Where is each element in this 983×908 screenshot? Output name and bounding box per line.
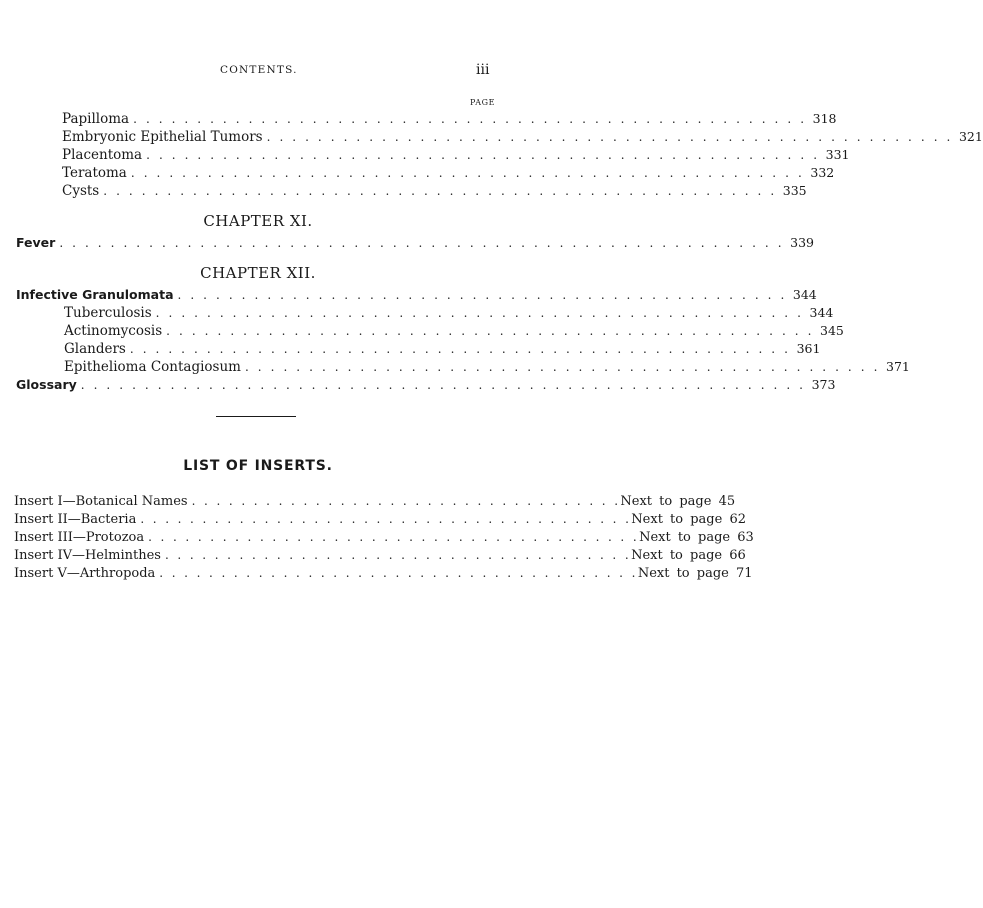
toc-entry [62,182,807,200]
toc-entry [64,304,834,322]
insert-label: Insert I—Botanical Names [14,494,188,509]
toc-entry-page: 361 [796,341,821,356]
leader-dots: . . . . . . . . . . . . . . . . . . . . . . . . . . . . . . . . . . . [191,494,621,508]
toc-entry-label: Placentoma [62,147,143,163]
toc-entry-label: Glossary [16,377,77,392]
insert-page-ref: Next to page 62 [631,512,746,527]
toc-entry-label: Epithelioma Contagiosum [64,359,241,375]
chapter-heading: CHAPTER XI. [203,212,313,230]
insert-page-ref: Next to page 66 [631,548,746,563]
running-title: CONTENTS. [220,64,298,76]
insert-label: Insert III—Protozoa [14,530,145,545]
insert-page-ref: Next to page 45 [620,494,736,509]
toc-entry-page: 345 [820,323,844,338]
toc-entry-label: Teratoma [62,165,127,181]
toc-entry [16,234,815,252]
running-head [0,64,516,80]
leader-dots: . . . . . . . . . . . . . . . . . . . . . . . . . . . . . . . . . . . . . . . . . . . . . . . . . . . . . [130,166,805,180]
chapter-heading: CHAPTER XII. [200,264,316,282]
toc-entry-page: 335 [782,183,807,198]
leader-dots: . . . . . . . . . . . . . . . . . . . . . . . . . . . . . . . . . . . . . . . . . . . . . . . . . . . [155,306,804,320]
insert-entry [14,510,746,528]
toc-entry-label: Fever [16,235,56,250]
leader-dots: . . . . . . . . . . . . . . . . . . . . . . . . . . . . . . . . . . . . . . . . . . . . . . . . . . . . . [133,112,807,126]
toc-entry-page: 344 [792,287,817,302]
toc-entry-page: 331 [825,147,850,162]
insert-label: Insert V—Arthropoda [14,566,156,581]
leader-dots: . . . . . . . . . . . . . . . . . . . . . . . . . . . . . . . . . . . . . . . . . . . . . . . . . . . . [129,342,791,356]
toc-entry [64,340,821,358]
toc-entry-label: Glanders [64,341,126,357]
leader-dots: . . . . . . . . . . . . . . . . . . . . . . . . . . . . . . . . . . . . . . . . . . . . . . . . . . . . . . . . . [80,378,806,392]
insert-entry [14,492,736,510]
insert-label: Insert IV—Helminthes [14,548,161,563]
leader-dots: . . . . . . . . . . . . . . . . . . . . . . . . . . . . . . . . . . . . . . . [159,566,638,580]
leader-dots: . . . . . . . . . . . . . . . . . . . . . . . . . . . . . . . . . . . . . . . . . . . . . . . . [177,288,787,302]
leader-dots: . . . . . . . . . . . . . . . . . . . . . . . . . . . . . . . . . . . . . . . . . . . . . . . . . . . . . [103,184,777,198]
toc-entry-page: 321 [958,129,983,144]
toc-entry [64,358,910,376]
toc-entry-label: Infective Granulomata [16,287,174,302]
toc-entry [62,146,850,164]
inserts-heading: LIST OF INSERTS. [183,458,333,474]
leader-dots: . . . . . . . . . . . . . . . . . . . . . . . . . . . . . . . . . . . . . . . . [148,530,640,544]
insert-page-ref: Next to page 71 [637,566,753,581]
toc-entry-page: 318 [812,111,837,126]
toc-entry [16,286,817,304]
leader-dots: . . . . . . . . . . . . . . . . . . . . . . . . . . . . . . . . . . . . . . . . . . . . . . . . . . . . . . . . . [59,236,785,250]
toc-entry [62,110,837,128]
leader-dots: . . . . . . . . . . . . . . . . . . . . . . . . . . . . . . . . . . . . . . . . . . . . . . . . . . . . . [146,148,820,162]
insert-entry [14,546,746,564]
page-column-label: PAGE [470,98,496,107]
leader-dots: . . . . . . . . . . . . . . . . . . . . . . . . . . . . . . . . . . . . . . . . . . . . . . . . . . [244,360,880,374]
toc-entry [62,128,983,146]
toc-entry-label: Cysts [62,183,100,199]
toc-entry [16,376,836,394]
toc-entry-page: 373 [811,377,836,392]
insert-page-ref: Next to page 63 [639,530,754,545]
toc-entry-label: Embryonic Epithelial Tumors [62,129,263,145]
leader-dots: . . . . . . . . . . . . . . . . . . . . . . . . . . . . . . . . . . . . . . [164,548,632,562]
leader-dots: . . . . . . . . . . . . . . . . . . . . . . . . . . . . . . . . . . . . . . . . [140,512,632,526]
toc-entry-page: 371 [886,359,910,374]
toc-entry [62,164,835,182]
toc-entry-label: Actinomycosis [64,323,163,339]
toc-entry-page: 332 [810,165,835,180]
insert-label: Insert II—Bacteria [14,512,137,527]
toc-entry-label: Tuberculosis [64,305,152,321]
toc-entry-page: 344 [809,305,834,320]
toc-entry-page: 339 [790,235,815,250]
section-divider [216,416,296,417]
page-number: iii [476,62,490,78]
insert-entry [14,564,753,582]
toc-entry [64,322,844,340]
leader-dots: . . . . . . . . . . . . . . . . . . . . . . . . . . . . . . . . . . . . . . . . . . . . . . . . . . . [166,324,815,338]
leader-dots: . . . . . . . . . . . . . . . . . . . . . . . . . . . . . . . . . . . . . . . . . . . . . . . . . . . . . . [266,130,953,144]
toc-entry-label: Papilloma [62,111,130,127]
insert-entry [14,528,754,546]
